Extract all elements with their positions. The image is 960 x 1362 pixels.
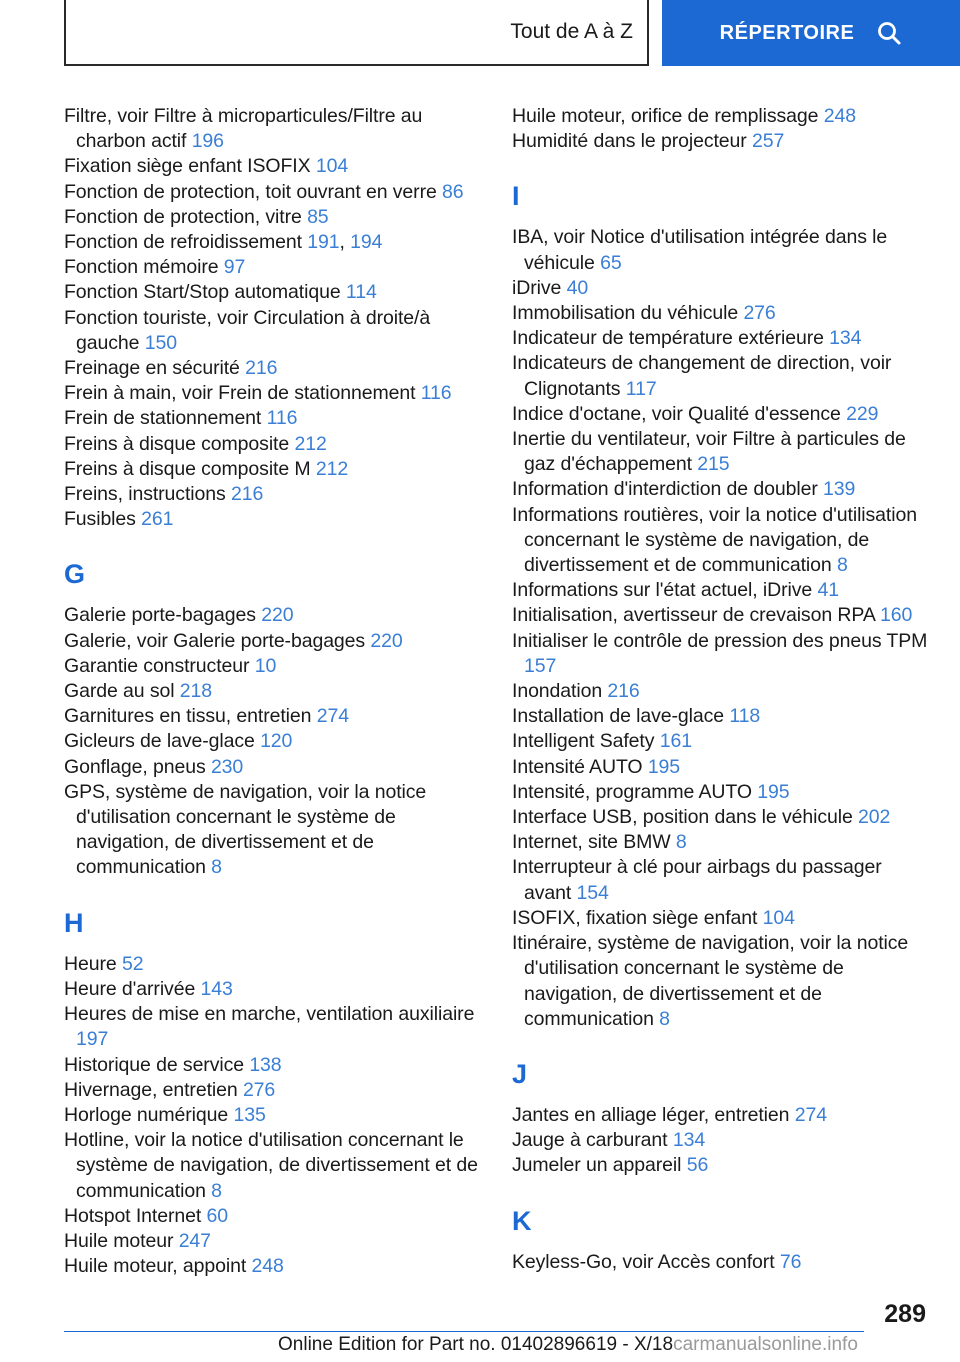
index-column-left (64, 104, 484, 1279)
page-reference-link[interactable]: 220 (261, 604, 294, 627)
index-entry (64, 381, 484, 406)
index-entry-text: Filtre, voir Filtre à microparticules/Filtre au charbon actif (64, 105, 423, 153)
index-letter-heading: G (64, 559, 86, 590)
index-entry-text: Intensité AUTO (512, 755, 643, 778)
page-reference-link[interactable]: 56 (686, 1154, 709, 1177)
index-entry (512, 855, 932, 905)
index-letter-heading: J (512, 1058, 528, 1089)
page-reference-link[interactable]: 139 (823, 478, 856, 501)
page-reference-link[interactable]: 135 (233, 1103, 266, 1126)
page-reference-link[interactable]: 154 (576, 881, 609, 904)
index-entry (64, 180, 484, 205)
index-entry (64, 704, 484, 729)
page-reference-link[interactable]: 8 (659, 1007, 670, 1030)
index-entry-text: Jumeler un appareil (512, 1154, 682, 1177)
page-reference-link[interactable]: 195 (757, 780, 790, 803)
index-entry-text: Fonction mémoire (64, 256, 219, 279)
tab-az-label: Tout de A à Z (510, 20, 633, 43)
index-entry (512, 805, 932, 830)
index-entry-text: Hivernage, entretien (64, 1078, 238, 1101)
page-reference-link[interactable]: 138 (249, 1053, 282, 1076)
page-reference-link[interactable]: 8 (675, 831, 687, 854)
index-entry-text: Heure (64, 952, 117, 975)
page-reference-link[interactable]: 212 (294, 432, 327, 455)
index-entry (64, 755, 484, 780)
page-reference-link[interactable]: 202 (858, 806, 891, 829)
index-entry (64, 1078, 484, 1103)
index-entry (64, 406, 484, 431)
index-column-right (512, 104, 932, 1275)
index-entry (64, 729, 484, 754)
page-reference-link[interactable]: 76 (779, 1250, 802, 1273)
index-entry-text: IBA, voir Notice d'utilisation intégrée dans le véhicule (512, 226, 888, 274)
page-reference-link[interactable]: 274 (316, 705, 349, 728)
index-entry (64, 679, 484, 704)
index-entry (512, 906, 932, 931)
page-reference-link[interactable]: 216 (230, 483, 264, 506)
index-entry-text: Huile moteur, appoint (64, 1255, 247, 1278)
page-reference-link[interactable]: 157 (524, 654, 557, 677)
index-entry (512, 830, 932, 855)
index-entry (64, 1053, 484, 1078)
footer-divider (64, 1331, 864, 1332)
index-entry-text: Frein à main, voir Frein de stationnement (64, 382, 416, 405)
page-reference-link[interactable]: 8 (211, 1179, 222, 1202)
index-entry (512, 402, 932, 427)
index-entry (512, 755, 932, 780)
index-entry (64, 432, 484, 457)
index-entry-text: Inertie du ventilateur, voir Filtre à particules de gaz d'échappement (512, 428, 906, 476)
tab-repertoire-label: RÉPERTOIRE (719, 21, 855, 44)
index-entry (64, 1204, 484, 1229)
index-entry (64, 457, 484, 482)
page-reference-link[interactable]: 8 (211, 856, 222, 879)
index-entry (512, 326, 932, 351)
page-reference-link[interactable]: 197 (76, 1028, 109, 1051)
index-entry (64, 654, 484, 679)
page-reference-link[interactable]: 134 (829, 327, 862, 350)
index-entry (512, 477, 932, 502)
page-reference-link[interactable]: 215 (697, 453, 730, 476)
page-reference-link[interactable]: 229 (846, 402, 879, 425)
page-reference-link[interactable]: 85 (307, 205, 329, 228)
index-entry (64, 104, 484, 154)
tab-repertoire[interactable] (662, 0, 960, 66)
index-entry-text: Interface USB, position dans le véhicule (512, 806, 853, 829)
index-entry (512, 104, 932, 129)
page-reference-link[interactable]: 220 (370, 629, 403, 652)
index-entry-text: iDrive (512, 276, 562, 299)
page-reference-link[interactable]: 114 (345, 281, 377, 304)
index-entry-text: Interrupteur à clé pour airbags du passager avant (512, 856, 882, 904)
index-entry (512, 1153, 932, 1178)
index-entry (512, 301, 932, 326)
page-reference-link[interactable]: 276 (242, 1078, 276, 1101)
index-entry-text: Intensité, programme AUTO (512, 780, 752, 803)
index-entry (64, 255, 484, 280)
index-entry-text: Indicateur de température extérieure (512, 327, 824, 350)
index-entry-text: GPS, système de navigation, voir la notice d'utilisation concernant le système de navigation, de divertissement et de communication (64, 780, 427, 879)
index-entry (512, 629, 932, 679)
index-entry (512, 1103, 932, 1128)
page-reference-link[interactable]: 65 (600, 251, 622, 274)
index-entry (512, 503, 932, 579)
index-entry-text: Huile moteur, orifice de remplissage (512, 105, 819, 127)
index-entry-text: Freins, instructions (64, 483, 226, 506)
index-entry (512, 1128, 932, 1153)
index-entry (64, 1254, 484, 1279)
index-entry-text: Hotline, voir la notice d'utilisation concernant le système de navigation, de divertissement et de communication (64, 1129, 478, 1202)
page-reference-link[interactable]: 60 (206, 1204, 228, 1227)
index-entry-text: Garantie constructeur (64, 654, 250, 677)
index-entry-text: Huile moteur (64, 1229, 174, 1252)
index-entry (512, 578, 932, 603)
page-reference-link[interactable]: 194 (350, 231, 383, 254)
index-entry (64, 1229, 484, 1254)
page-reference-link[interactable]: 216 (245, 357, 278, 380)
index-entry (512, 729, 932, 754)
page-reference-link[interactable]: 10 (254, 654, 277, 677)
index-entry-text: Initialisation, avertisseur de crevaison RPA (512, 604, 875, 627)
page-reference-link[interactable]: 160 (880, 604, 913, 627)
page-reference-link[interactable]: 52 (121, 952, 144, 975)
index-letter-heading: K (512, 1205, 532, 1236)
page-number: 289 (884, 1300, 926, 1328)
page-reference-link[interactable]: 104 (315, 155, 349, 178)
index-entry-text: Humidité dans le projecteur (512, 130, 747, 153)
page-reference-link[interactable]: 161 (659, 730, 692, 753)
index-entry (64, 507, 484, 532)
index-entry-text: Fonction de refroidissement (64, 231, 302, 254)
index-entry-text: Horloge numérique (64, 1103, 229, 1126)
index-entry: Fonction de refroidissement 191, 194 (64, 231, 383, 254)
page-reference-link[interactable]: 195 (647, 755, 681, 778)
index-entry (512, 276, 932, 301)
edition-label: Online Edition for Part no. 01402896619 - X/18 (278, 1334, 674, 1355)
index-entry-text: Jauge à carburant (512, 1129, 668, 1152)
page-reference-link[interactable]: 41 (817, 579, 839, 602)
index-entry-text: Fusibles (64, 508, 136, 531)
page-reference-link[interactable]: 191 (307, 231, 340, 254)
page-reference-link[interactable]: 230 (210, 755, 244, 778)
page-reference-link[interactable]: 97 (223, 256, 246, 279)
index-entry (64, 952, 484, 977)
page-reference-link[interactable]: 134 (672, 1129, 706, 1152)
page-reference-link[interactable]: 8 (837, 554, 848, 577)
index-entry (64, 482, 484, 507)
index-entry-text: Installation de lave-glace (512, 705, 725, 728)
index-entry-text: Garnitures en tissu, entretien (64, 705, 312, 728)
page-reference-link[interactable]: 261 (141, 508, 174, 531)
page-reference-link[interactable]: 40 (566, 276, 589, 299)
tab-tout-de-a-a-z[interactable] (64, 0, 649, 66)
page-reference-link[interactable]: 276 (743, 302, 776, 325)
page-reference-link[interactable]: 257 (752, 130, 785, 153)
index-entry-text: Fonction de protection, toit ouvrant en verre (64, 180, 437, 203)
index-entry-text: Frein de stationnement (64, 407, 262, 430)
index-entry (64, 1002, 484, 1052)
index-entry-text: Historique de service (64, 1053, 244, 1076)
index-entry (512, 603, 932, 628)
index-entry (512, 427, 932, 477)
page-reference-link[interactable]: 248 (251, 1255, 284, 1278)
index-entry-text: Galerie, voir Galerie porte-bagages (64, 629, 366, 652)
index-entry-text: Information d'interdiction de doubler (512, 478, 818, 501)
index-entry (512, 351, 932, 401)
index-entry-text: Fonction Start/Stop automatique (64, 281, 341, 304)
index-entry-text: Jantes en alliage léger, entretien (512, 1103, 790, 1126)
page-reference-link[interactable]: 116 (266, 407, 298, 430)
page-reference-link[interactable]: 150 (144, 331, 177, 354)
index-entry-text: Informations routières, voir la notice d'utilisation concernant le système de navigation, de divertissement et de communication (512, 503, 917, 577)
index-entry (64, 780, 484, 881)
index-entry (64, 977, 484, 1002)
index-entry-text: Fonction touriste, voir Circulation à droite/à gauche (64, 306, 431, 354)
index-entry (64, 603, 484, 628)
page-reference-link[interactable]: 212 (315, 457, 349, 480)
page-reference-link[interactable]: 218 (179, 680, 213, 703)
index-entry (512, 780, 932, 805)
page-reference-link[interactable]: 143 (200, 977, 233, 1000)
page-reference-link[interactable]: 216 (607, 680, 640, 703)
page-reference-link[interactable]: 247 (178, 1229, 211, 1252)
page-reference-link[interactable]: 86 (442, 180, 464, 203)
index-entry-text: ISOFIX, fixation siège enfant (512, 906, 758, 929)
page-reference-link[interactable]: 274 (794, 1103, 827, 1126)
index-entry (512, 225, 932, 275)
index-entry-text: Indicateurs de changement de direction, voir Clignotants (512, 352, 892, 400)
index-entry-text: Indice d'octane, voir Qualité d'essence (512, 402, 841, 425)
index-entry (64, 306, 484, 356)
index-entry-text: Keyless-Go, voir Accès confort (512, 1250, 775, 1273)
index-entry-text: Internet, site BMW (512, 831, 671, 854)
index-letter-heading: H (64, 907, 84, 938)
index-entry-text: Fixation siège enfant ISOFIX (64, 155, 311, 178)
index-entry (512, 129, 932, 154)
index-entry-text: Gicleurs de lave-glace (64, 730, 255, 753)
index-letter-heading: I (512, 181, 520, 212)
index-entry (64, 280, 484, 305)
index-entry (64, 154, 484, 179)
index-entry (64, 629, 484, 654)
index-entry (512, 704, 932, 729)
index-entry-text: Informations sur l'état actuel, iDrive (512, 579, 813, 602)
index-entry (512, 931, 932, 1032)
index-entry-text: Intelligent Safety (512, 730, 655, 753)
index-entry-text: Garde au sol (64, 680, 175, 703)
page-reference-link[interactable]: 196 (191, 130, 224, 153)
index-entry (512, 1250, 932, 1275)
index-entry (64, 356, 484, 381)
index-entry-text: Heures de mise en marche, ventilation auxiliaire (64, 1003, 475, 1026)
page-reference-link[interactable]: 118 (729, 705, 761, 728)
index-entry-text: Freinage en sécurité (64, 357, 240, 380)
index-entry (64, 1128, 484, 1204)
page-reference-link[interactable]: 104 (762, 906, 795, 929)
page-reference-link[interactable]: 117 (625, 377, 657, 400)
page-reference-link[interactable]: 116 (420, 382, 452, 405)
footer-edition-text (278, 1334, 858, 1356)
index-entry (64, 205, 484, 230)
index-entry-text: Freins à disque composite (64, 432, 290, 455)
page-reference-link[interactable]: 120 (260, 730, 293, 753)
index-entry-text: Itinéraire, système de navigation, voir la notice d'utilisation concernant le système de navigation, de divertissement et de communication (512, 932, 909, 1030)
index-entry-text: Immobilisation du véhicule (512, 302, 739, 325)
search-icon (876, 20, 902, 46)
index-entry (64, 1103, 484, 1128)
index-entry-text: Hotspot Internet (64, 1204, 202, 1227)
index-entry-text: Fonction de protection, vitre (64, 205, 302, 228)
index-entry-text: Inondation (512, 680, 603, 703)
index-entry-text: Galerie porte-bagages (64, 604, 256, 627)
index-entry-text: Freins à disque composite M (64, 457, 311, 480)
index-entry-text: Heure d'arrivée (64, 977, 196, 1000)
index-entry-text: Initialiser le contrôle de pression des pneus TPM (512, 629, 928, 652)
index-entry (512, 679, 932, 704)
page-reference-link[interactable]: 248 (823, 105, 856, 127)
watermark-label: carmanualsonline.info (673, 1334, 858, 1355)
index-entry-text: Gonflage, pneus (64, 755, 206, 778)
